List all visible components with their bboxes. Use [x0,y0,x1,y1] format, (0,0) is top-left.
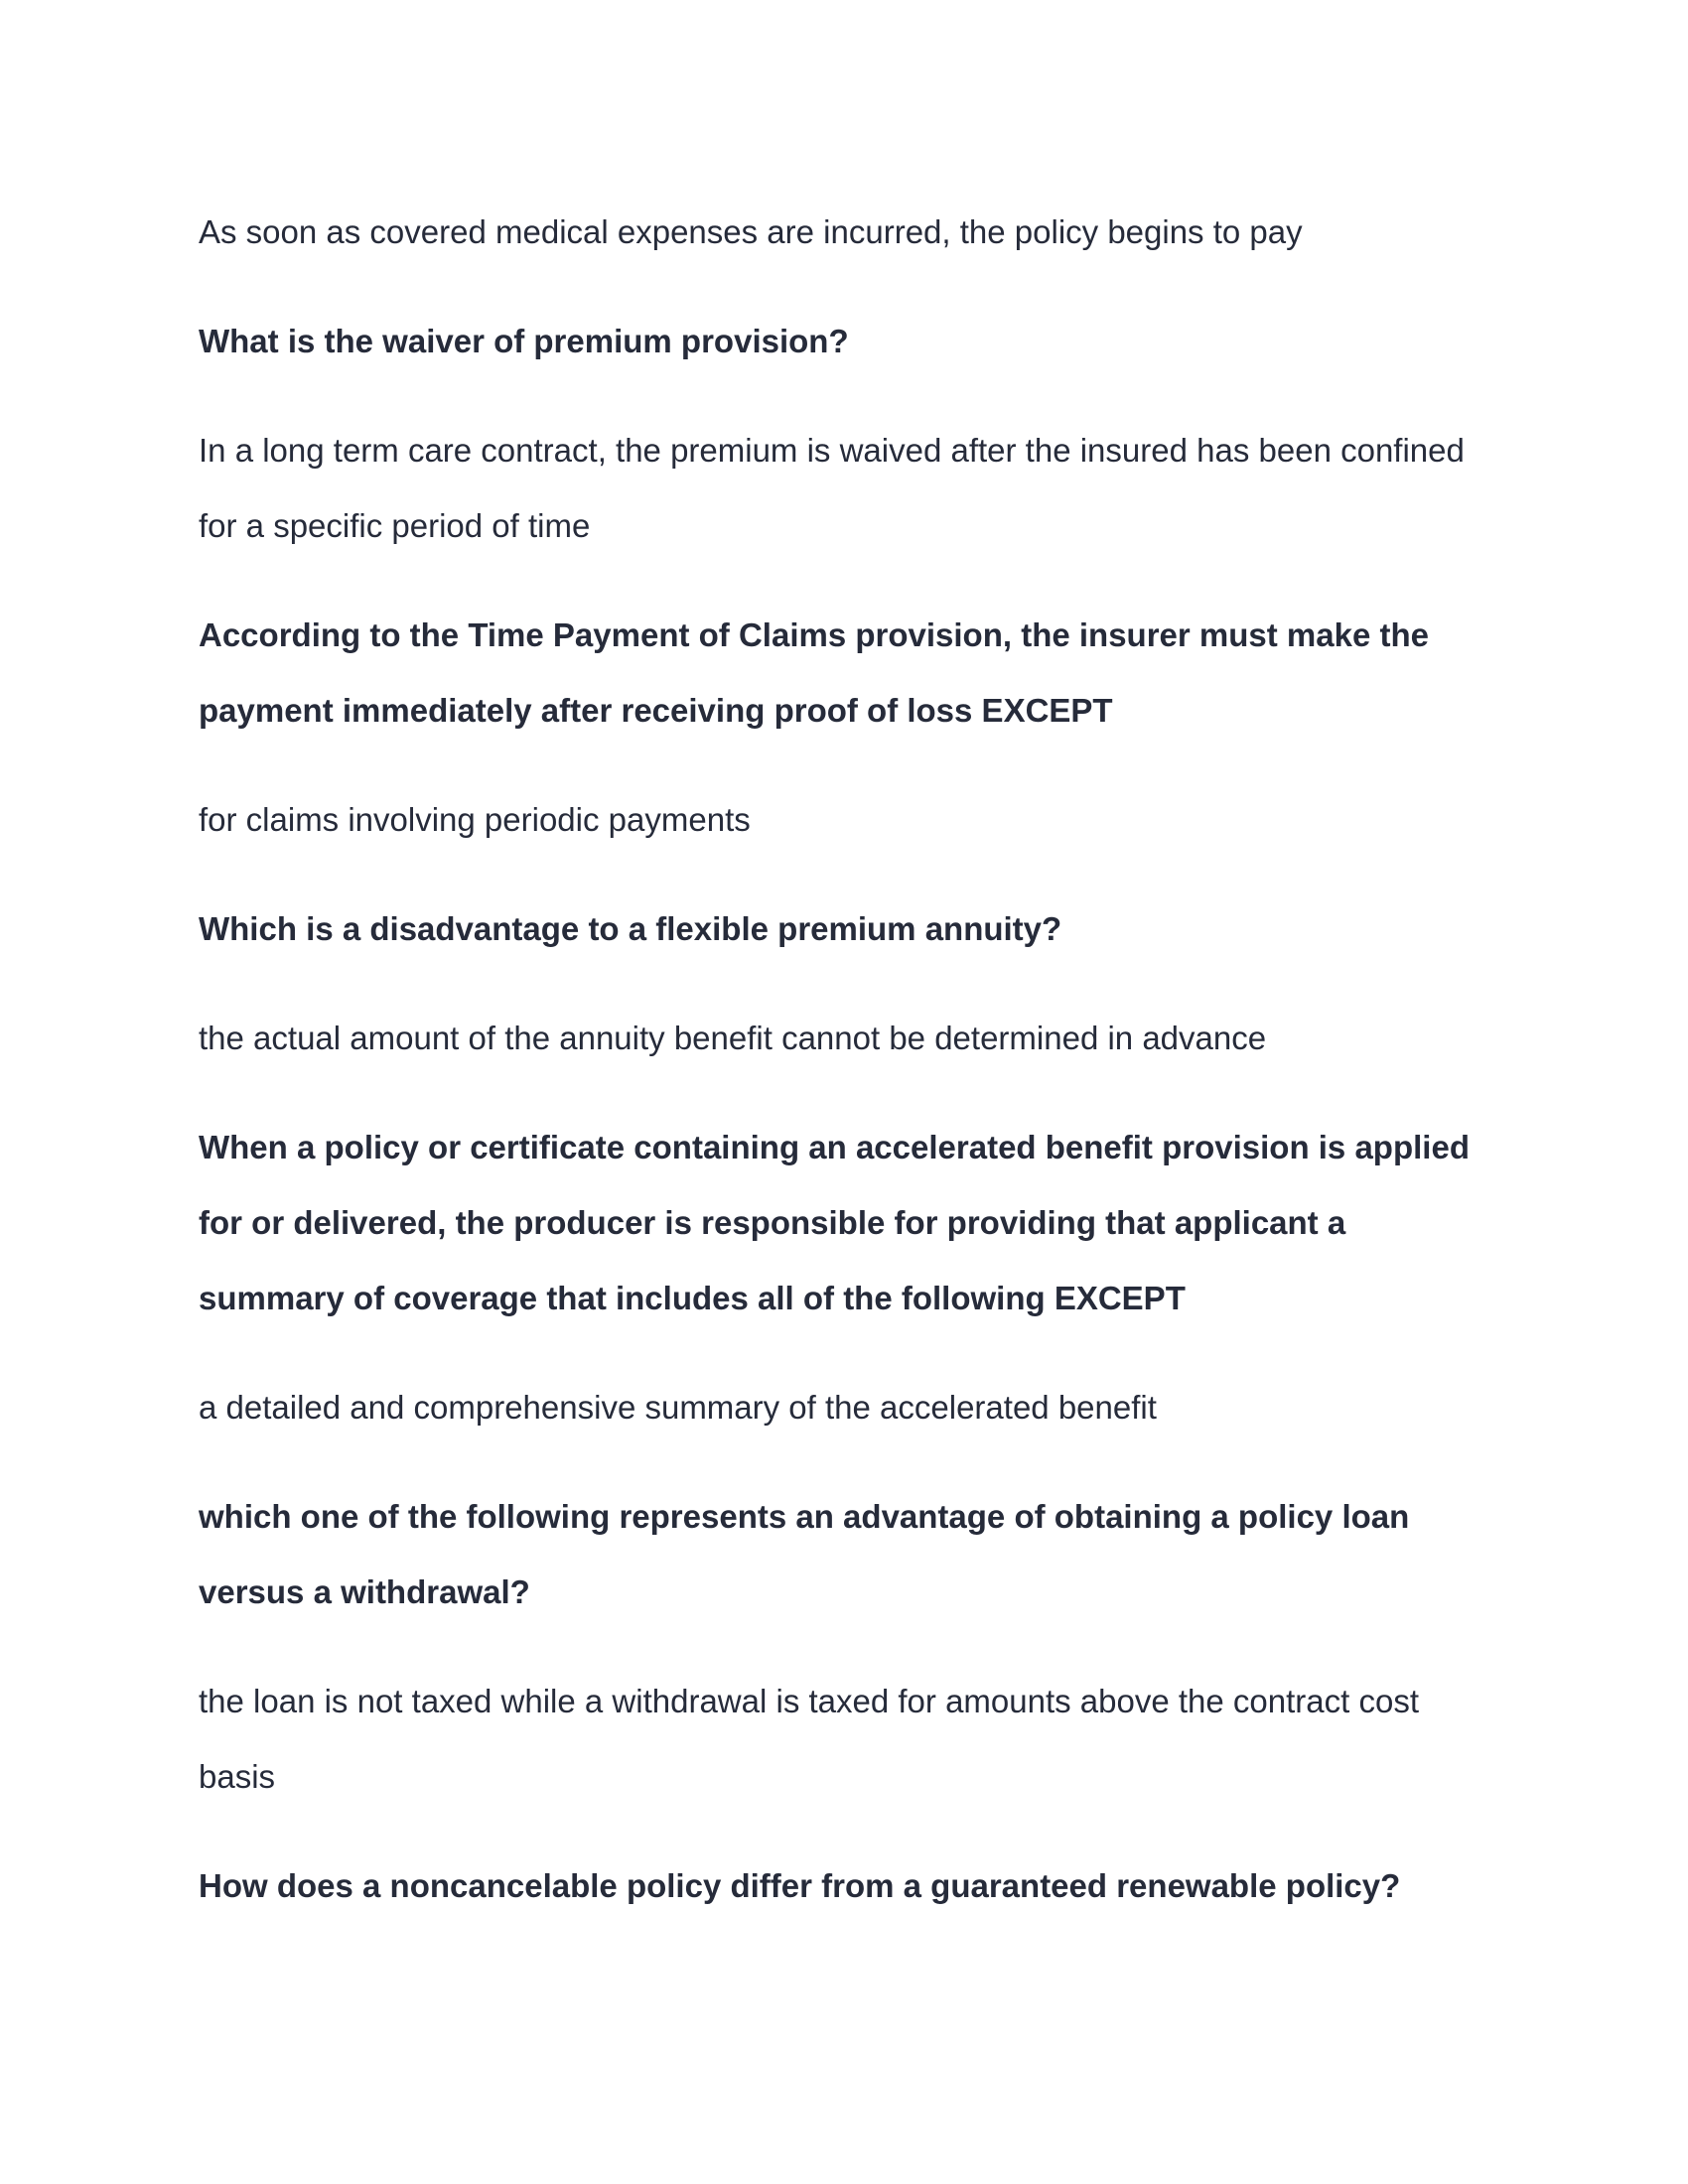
answer-text-waiver-of-premium: In a long term care contract, the premium is waived after the insured has been confined for a specific period of time [199,432,1465,544]
answer-text-flexible-premium-annuity: the actual amount of the annuity benefit cannot be determined in advance [199,1020,1267,1056]
answer-text-policy-loan-vs-withdrawal: the loan is not taxed while a withdrawal is taxed for amounts above the contract cost basis [199,1683,1420,1795]
answer-text-time-payment-of-claims: for claims involving periodic payments [199,801,751,838]
question-accelerated-benefit: When a policy or certificate containing an accelerated benefit provision is applied for or delivered, the producer is responsible for providing that applicant a summary of coverage that includes all of the following EXCEPT [199,1129,1470,1316]
document-body [199,195,1499,1958]
question-policy-loan-vs-withdrawal: which one of the following represents an advantage of obtaining a policy loan versus a withdrawal? [199,1498,1410,1610]
question-flexible-premium-annuity: Which is a disadvantage to a flexible premium annuity? [199,910,1062,947]
question-waiver-of-premium: What is the waiver of premium provision? [199,323,849,359]
question-noncancelable-vs-guaranteed-renewable: How does a noncancelable policy differ from a guaranteed renewable policy? [199,1867,1401,1904]
question-time-payment-of-claims: According to the Time Payment of Claims provision, the insurer must make the payment immediately after receiving proof of loss EXCEPT [199,616,1429,729]
answer-text-medical-expenses: As soon as covered medical expenses are incurred, the policy begins to pay [199,213,1303,250]
answer-text-accelerated-benefit: a detailed and comprehensive summary of the accelerated benefit [199,1389,1157,1426]
